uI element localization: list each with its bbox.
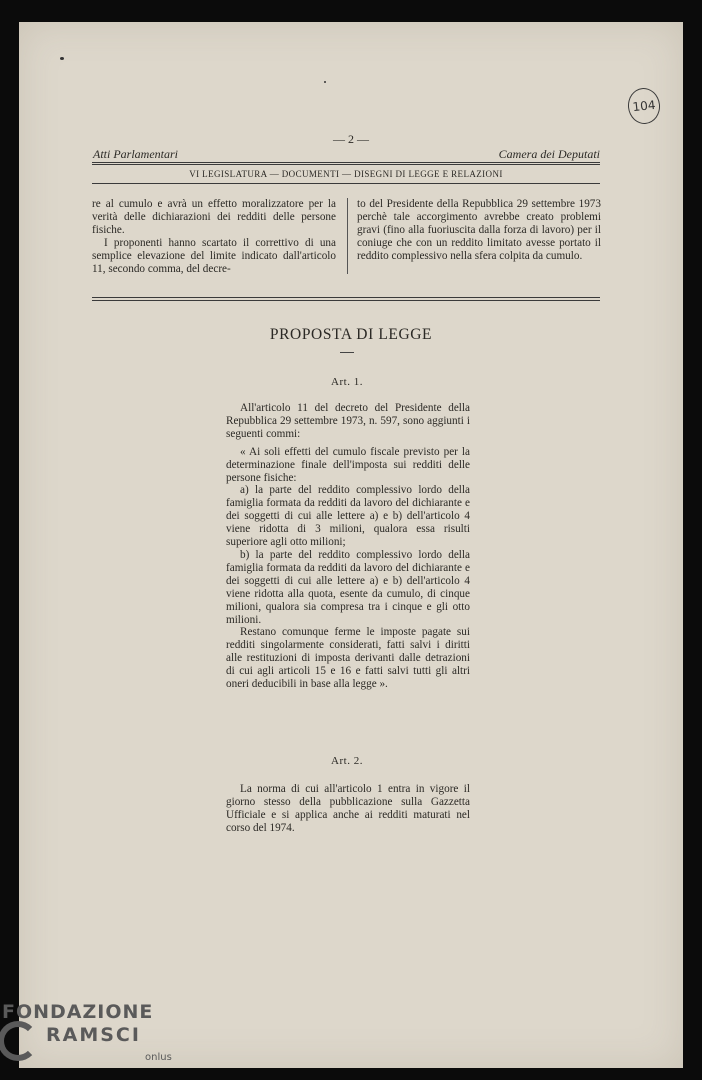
intro-left-column	[92, 198, 336, 275]
column-separator	[347, 198, 348, 274]
section-rule	[92, 297, 600, 298]
article-1-heading: Art. 1.	[331, 376, 363, 388]
article-paragraph: a) la parte del reddito complessivo lordo della famiglia formata da redditi da lavoro del dichiarante e dei soggetti di cui alle lettere a) e b) dell'articolo 4 viene ridotta di 3 milioni, qualora essa risulti superiore agli otto milioni;	[226, 484, 470, 549]
folio-number-circled: 104	[626, 86, 662, 125]
subheader-rule	[92, 183, 600, 184]
intro-right-column	[357, 198, 601, 263]
intro-left-paragraph: I proponenti hanno scartato il correttivo di una semplice elevazione del limite indicato dall'articolo 11, secondo comma, del decre-	[92, 236, 336, 275]
header-right: Camera dei Deputati	[498, 147, 600, 161]
paper-speck	[324, 81, 326, 83]
fondazione-gramsci-watermark	[2, 1001, 172, 1063]
article-paragraph: b) la parte del reddito complessivo lordo della famiglia formata da redditi da lavoro del dichiarante e dei soggetti di cui alle lettere a) e b) dell'articolo 4 viene ridotta alla quota, esente da cumulo, di cinque milioni, qualora sia compresa tra i cinque e gli otto milioni.	[226, 548, 470, 626]
header-left: Atti Parlamentari	[93, 147, 178, 161]
watermark-line2: RAMSCI	[46, 1024, 141, 1046]
article-1-body	[226, 402, 470, 691]
paper-speck	[60, 57, 64, 60]
article-paragraph: La norma di cui all'articolo 1 entra in vigore il giorno stesso della pubblicazione sulla Gazzetta Ufficiale e si applica anche ai redditi maturati nel corso del 1974.	[226, 783, 470, 834]
page-number: — 2 —	[333, 132, 369, 146]
proposal-title: PROPOSTA DI LEGGE	[269, 326, 433, 343]
watermark-suffix: onlus	[145, 1052, 172, 1063]
article-paragraph: Restano comunque ferme le imposte pagate sui redditi singolarmente considerati, fatti salvi i diritti alle restituzioni di imposta derivanti dalle detrazioni di cui agli articoli 15 e 16 e fatti salvi tutti gli altri oneri deducibili in base alla legge ».	[226, 626, 470, 691]
article-2-heading: Art. 2.	[331, 755, 363, 767]
article-paragraph: All'articolo 11 del decreto del Presidente della Repubblica 29 settembre 1973, n. 597, sono aggiunti i seguenti commi:	[226, 402, 470, 440]
watermark-line1: FONDAZIONE	[2, 1001, 154, 1023]
article-paragraph: « Ai soli effetti del cumulo fiscale previsto per la determinazione finale dell'imposta sui redditi delle persone fisiche:	[226, 445, 470, 484]
legislature-subheader: VI LEGISLATURA — DOCUMENTI — DISEGNI DI LEGGE E RELAZIONI	[189, 169, 503, 179]
title-dash	[340, 352, 354, 353]
intro-right-paragraph: to del Presidente della Repubblica 29 settembre 1973 perchè tale accorgimento avrebbe creato problemi gravi (fino alla fuoriuscita dalla forza di lavoro) per il coniuge che con un reddito limitato avesse portato il reddito complessivo nella sfera colpita da cumulo.	[357, 198, 601, 262]
article-2-body	[226, 783, 470, 835]
intro-left-paragraph: re al cumulo e avrà un effetto moralizzatore per la verità delle dichiarazioni dei redditi delle persone fisiche.	[92, 198, 336, 236]
header-rule	[92, 162, 600, 163]
section-rule-thin	[92, 300, 600, 301]
header-rule-thin	[92, 164, 600, 165]
